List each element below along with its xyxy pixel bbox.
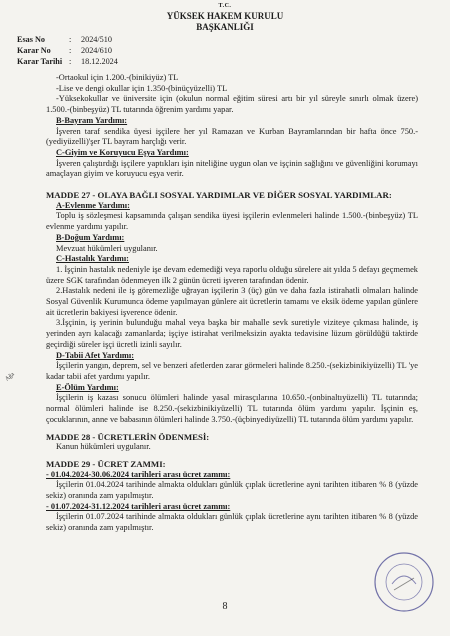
para-bayram: İşveren taraf sendika üyesi işçilere her yıl Ramazan ve Kurban Bayramlarından bir hafta önce 750.-(yediyüzelli)'şer TL bayram harçlığı verir.: [46, 126, 418, 147]
heading-olum: E-Ölüm Yardımı:: [56, 382, 119, 392]
page-number: 8: [222, 601, 228, 612]
para-olum: İşçilerin iş kazası sonucu ölümleri halinde yasal mirasçılarına 10.650.-(onbinaltıyüzelli) TL tutarında; normal ölümleri halinde ise 8.250.-(sekizbinikiyüzelli) TL tutarında ölüm yardımı yapılır. İşçinin eş, çocuklarının, anne ve babasının ölümleri halinde 3.750.-(üçbinyediyüzelli) TL tutarında ölüm yardımı yapılır.: [46, 393, 418, 424]
para-giyim: İşveren çalıştırdığı işçilere yaptıkları işin niteliğine uygun olan ve işçinin sağlığını ve güvenliğini korumayı amaçlayan giyim ve koruyucu eşya verir.: [46, 158, 418, 179]
raise-period-1: - 01.04.2024-30.06.2024 tarihleri arası ücret zammı:: [46, 469, 231, 479]
meta-value: 2024/510: [81, 35, 112, 44]
education-line-high: -Lise ve dengi okullar için 1.350-(binüçyüzelli) TL: [56, 83, 228, 93]
meta-label: Karar No: [17, 46, 51, 55]
raise-period-2: - 01.07.2024-31.12.2024 tarihleri arası ücret zammı:: [46, 501, 231, 511]
education-line-university: -Yüksekokullar ve üniversite için (okulun normal eğitim süresi artı bir yıl süreyle sınırlı olmak üzere) 1.500.-(binbeşyüz) TL tutarında öğrenim yardımı yapar.: [46, 94, 418, 115]
raise-para-1: İşçilerin 01.04.2024 tarihinde almakta oldukları günlük çıplak ücretlerine ayni tarihten itibaren % 8 (yüzde sekiz) oranında zam yapılmıştır.: [46, 480, 418, 501]
meta-value: 18.12.2024: [81, 57, 118, 66]
education-line-middle: -Ortaokul için 1.200.-(binikiyüz) TL: [56, 73, 179, 82]
heading-afet: D-Tabii Afet Yardımı:: [56, 350, 135, 360]
heading-giyim: C-Giyim ve Koruyucu Eşya Yardımı:: [56, 147, 189, 157]
margin-handwritten-mark: Ağa: [4, 371, 16, 383]
meta-label: Karar Tarihi: [17, 57, 63, 66]
para-evlenme: Toplu iş sözleşmesi kapsamında çalışan sendika üyesi işçilerin evlenmeleri halinde 1.500.-(binbeşyüz) TL evlenme yardımı yapılır.: [46, 211, 418, 232]
heading-bayram: B-Bayram Yardımı:: [56, 115, 128, 125]
document-body: [46, 73, 418, 534]
meta-value: 2024/610: [81, 46, 112, 55]
article-29-title: MADDE 29 - ÜCRET ZAMMI:: [46, 458, 166, 469]
header-title: YÜKSEK HAKEM KURULU: [166, 11, 284, 21]
heading-evlenme: A-Evlenme Yardımı:: [56, 200, 130, 210]
heading-dogum: B-Doğum Yardımı:: [56, 232, 125, 242]
para-hastalik-3: 3.İşçinin, iş yerinin bulunduğu mahal veya başka bir mahalle sevk suretiyle viziteye çıkması halinde, iş yerinden ayrı kalacağı zamanlarda; işçiye istirahat verilmeksizin ayakta tedavisine lüzum görüldüğü taktirde geçirdiği süreler işçi ücretli izinli sayılır.: [46, 318, 418, 349]
para-dogum: Mevzuat hükümleri uygulanır.: [56, 243, 158, 253]
meta-row: Karar Tarihi : 18.12.2024: [17, 57, 118, 66]
para-hastalik-1: 1. İşçinin hastalık nedeniyle işe devam edemediği veya raporlu olduğu sürelere ait yılda 5 defayı geçmemek üzere SGK tarafından ödenmeyen ilk 2 günün ücreti işveren tarafından ödenir.: [46, 264, 418, 285]
case-meta: [17, 34, 118, 67]
para-afet: İşçilerin yangın, deprem, sel ve benzeri afetlerden zarar görmeleri halinde 8.250.-(sekizbinikiyüzelli) TL 'ye kadar tabii afet yardımı yapılır.: [46, 361, 418, 381]
heading-hastalik: C-Hastalık Yardımı:: [56, 254, 129, 264]
article-28-title: MADDE 28 - ÜCRETLERİN ÖDENMESİ:: [46, 431, 210, 442]
raise-para-2: İşçilerin 01.07.2024 tarihinde almakta oldukları günlük çıplak ücretlerine aynı tarihten itibaren % 8 (yüzde sekiz) oranında zam yapılmıştır.: [46, 512, 418, 533]
meta-row: Karar No : 2024/610: [17, 46, 112, 55]
meta-label: Esas No: [17, 35, 45, 44]
header-subtitle: BAŞKANLIĞI: [196, 22, 254, 32]
meta-row: Esas No : 2024/510: [17, 35, 112, 44]
para-hastalik-2: 2.Hastalık nedeni ile iş göremezliğe uğrayan işçilerin 3 (üç) gün ve daha fazla istirahatli olmaları halinde Sosyal Güvenlik Kurumunca ödeme yapılmayan günlere ait ücretlerin tamamı ve eksik ödeme yapılan günlere ait ücretlerin bakiyesi işverence ödenir.: [46, 286, 418, 317]
article-27-title: MADDE 27 - OLAYA BAĞLI SOSYAL YARDIMLAR VE DİĞER SOSYAL YARDIMLAR:: [46, 190, 392, 201]
header-tc: T.C.: [218, 3, 232, 9]
para-article-28: Kanun hükümleri uygulanır.: [56, 442, 151, 452]
